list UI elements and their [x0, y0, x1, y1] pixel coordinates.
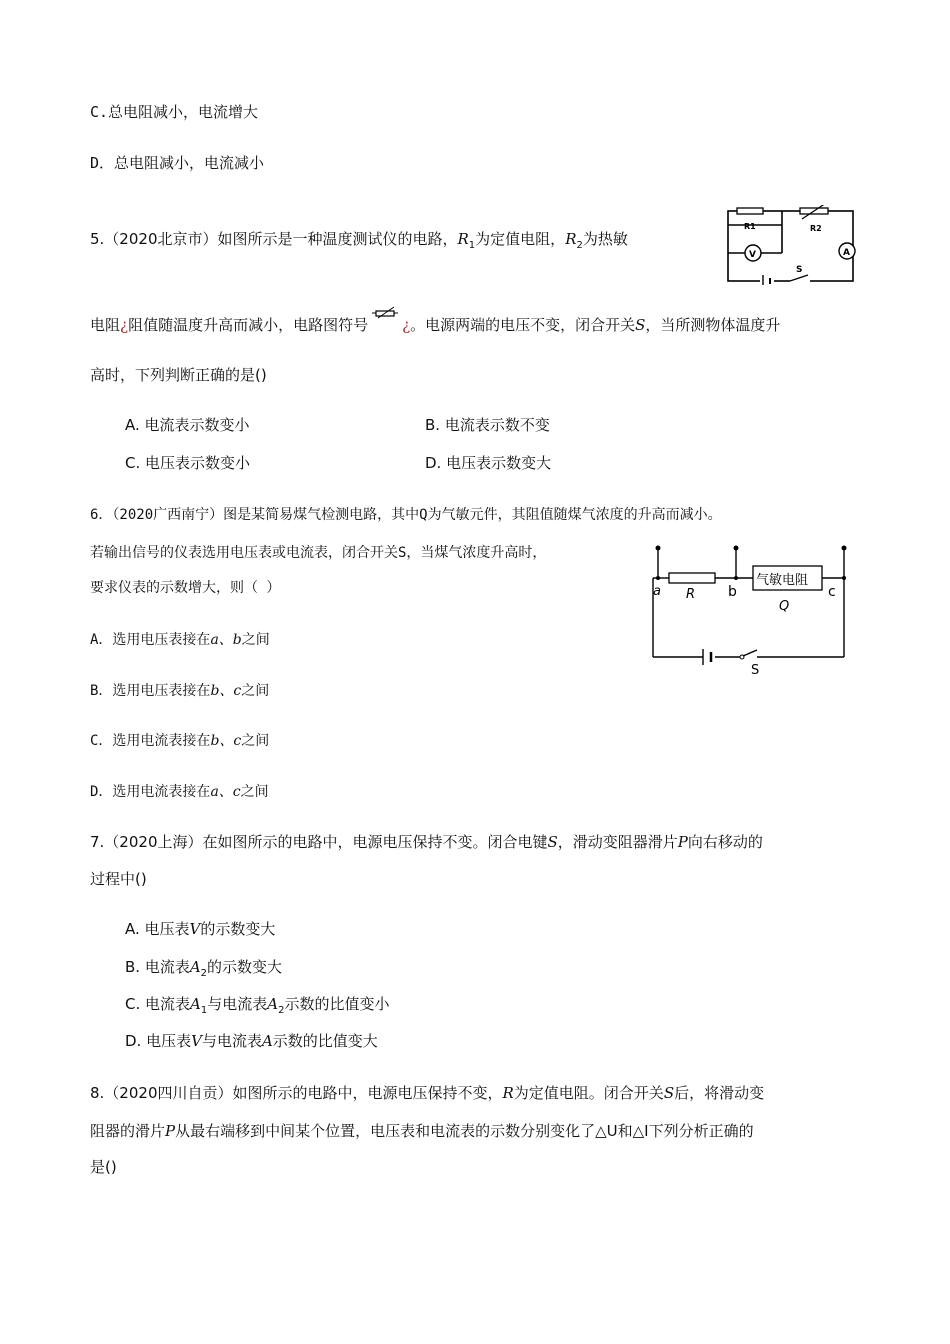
q8-stem-line2: 阻器的滑片P从最右端移到中间某个位置，电压表和电流表的示数分别变化了△U和△I下列分析正确的 [90, 1122, 754, 1140]
q7-option-b: B. 电流表$A_2$的示数变大 [125, 958, 283, 979]
q6-fig-q-label: Q [779, 599, 790, 614]
q5-fig-s-label: S [796, 265, 803, 275]
q5-r1-resistor-icon [737, 208, 763, 214]
q6-circuit-figure [645, 540, 860, 680]
q7-option-c: C. 电流表$A_1$与电流表$A_2$示数的比值变小 [125, 995, 390, 1016]
q5-fig-v-label: V [749, 250, 756, 260]
thermistor-symbol-icon [368, 315, 402, 335]
q6-stem-line3: 要求仪表的示数增大，则（ ） [90, 580, 281, 596]
q5-option-c: C. 电压表示数变小 [125, 454, 251, 472]
q7-option-d: D. 电压表V与电流表A示数的比值变大 [125, 1032, 378, 1050]
q6-fig-b-label: b [728, 584, 737, 600]
q6-option-c: C．选用电流表接在b、c之间 [90, 733, 270, 749]
q6-option-b: B．选用电压表接在b、c之间 [90, 683, 270, 699]
q7-stem-line2: 过程中() [90, 870, 147, 888]
q6-stem-line2: 若输出信号的仪表选用电压表或电流表，闭合开关S，当煤气浓度升高时， [90, 545, 547, 561]
q6-switch-icon [743, 650, 757, 656]
q7-stem-line1: 7.（2020上海）在如图所示的电路中，电源电压保持不变。闭合电键S，滑动变阻器滑片P向右移动的 [90, 833, 763, 851]
q6-fig-gas-label: 气敏电阻 [756, 573, 809, 588]
q6-fig-a-label: a [653, 584, 661, 599]
q6-resistor-r-icon [669, 573, 715, 583]
q6-option-a: A．选用电压表接在a、b之间 [90, 632, 270, 648]
q5-stem-line1: 5.（2020北京市）如图所示是一种温度测试仪的电路，$R_1$为定值电阻，$R_2$为热敏 [90, 230, 628, 251]
q7-option-a: A. 电压表V的示数变大 [125, 920, 276, 938]
q6-option-d: D．选用电流表接在a、c之间 [90, 784, 269, 800]
q5-option-d: D. 电压表示数变大 [425, 454, 552, 472]
q5-fig-r2-label: R2 [810, 224, 822, 233]
q6-fig-r-label: R [686, 587, 696, 602]
q5-stem-line2: 电阻¿阻值随温度升高而减小，电路图符号 ¿。电源两端的电压不变，闭合开关S，当所测物体温度升 [90, 315, 780, 335]
q5-option-b: B. 电流表示数不变 [425, 416, 550, 434]
q6-stem-line1: 6．（2020广西南宁）图是某简易煤气检测电路，其中Q为气敏元件，其阻值随煤气浓度的升高而减小。 [90, 507, 722, 523]
q6-fig-s-label: S [751, 663, 760, 678]
q5-fig-a-label: A [843, 248, 850, 258]
q5-fig-r1-label: R1 [744, 222, 756, 231]
q4-option-d: D．总电阻减小，电流减小 [90, 154, 265, 172]
q6-fig-c-label: c [828, 584, 836, 600]
q8-stem-line3: 是() [90, 1158, 117, 1176]
q5-stem-line3: 高时，下列判断正确的是() [90, 366, 267, 384]
q4-option-c: C.总电阻减小，电流增大 [90, 103, 259, 121]
q8-stem-line1: 8.（2020四川自贡）如图所示的电路中，电源电压保持不变，R为定值电阻。闭合开关S后，将滑动变 [90, 1084, 765, 1102]
q5-option-a: A. 电流表示数变小 [125, 416, 250, 434]
q5-circuit-figure [722, 205, 857, 285]
